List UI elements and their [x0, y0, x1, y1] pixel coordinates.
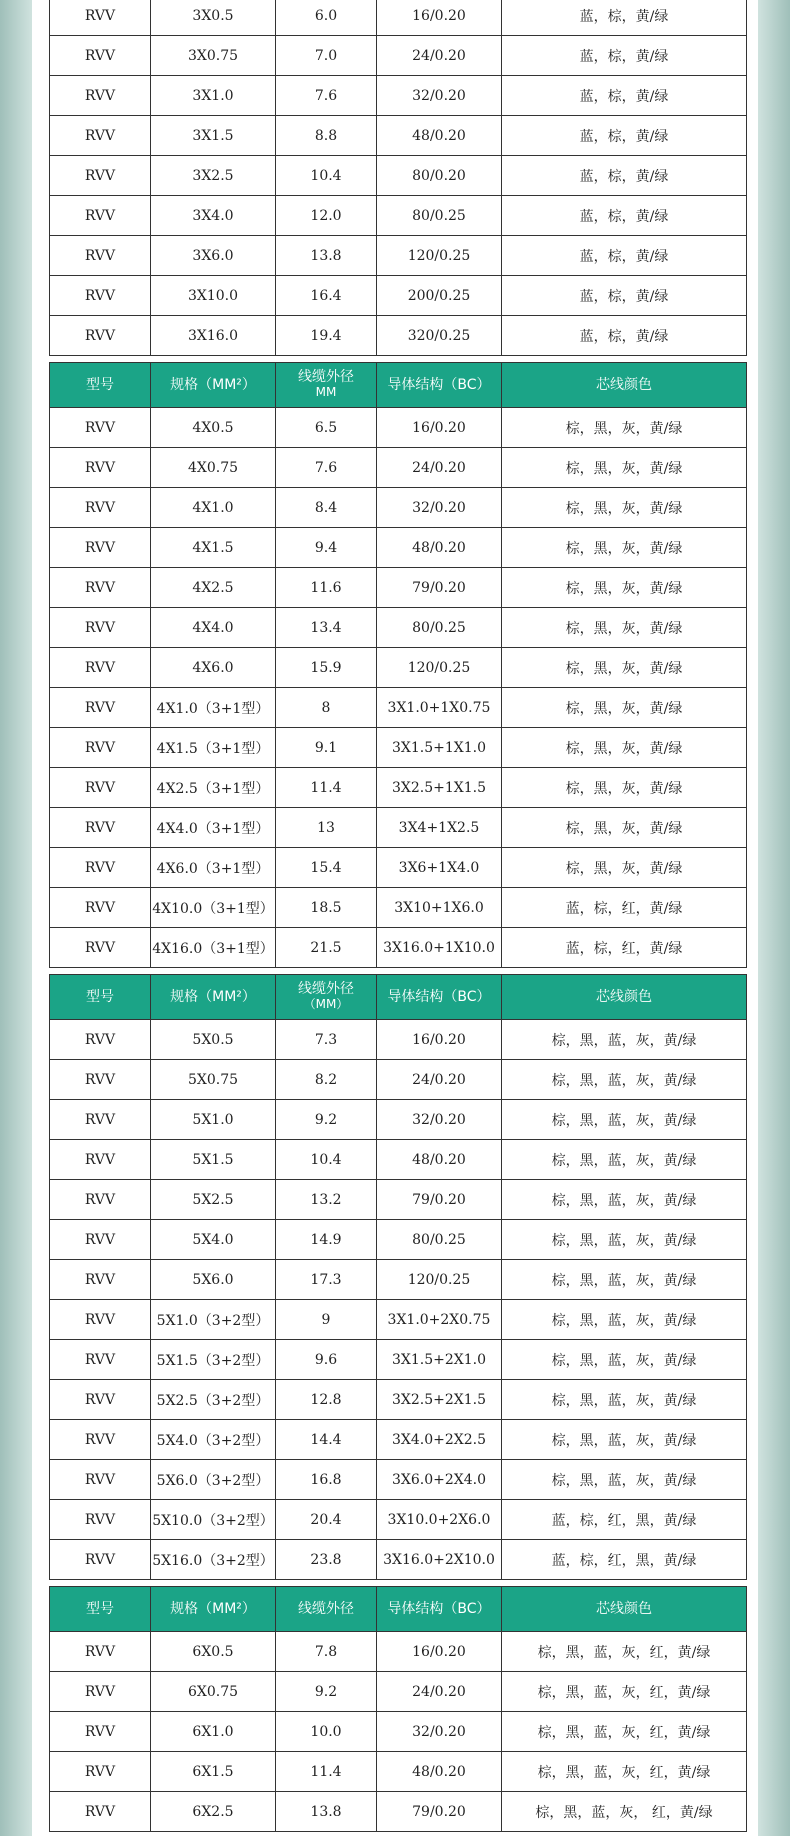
cell-outer-diameter: 12.8	[276, 1380, 377, 1420]
cell-model: RVV	[50, 1260, 151, 1300]
cell-conductor: 3X2.5+1X1.5	[377, 768, 502, 808]
cell-model: RVV	[50, 408, 151, 448]
cell-conductor: 80/0.25	[377, 608, 502, 648]
cell-outer-diameter: 12.0	[276, 196, 377, 236]
header-model: 型号	[50, 363, 151, 408]
cell-conductor: 3X10+1X6.0	[377, 888, 502, 928]
header-color: 芯线颜色	[502, 975, 747, 1020]
header-od-unit: （MM）	[303, 997, 349, 1011]
cell-spec: 5X6.0	[151, 1260, 276, 1300]
cell-model: RVV	[50, 1500, 151, 1540]
table-row	[50, 1220, 747, 1260]
cell-model: RVV	[50, 36, 151, 76]
table-row	[50, 316, 747, 356]
cell-spec: 5X6.0（3+2型）	[151, 1460, 276, 1500]
table-row	[50, 488, 747, 528]
cell-model: RVV	[50, 1752, 151, 1792]
cell-conductor: 48/0.20	[377, 1140, 502, 1180]
table-row	[50, 728, 747, 768]
table-row	[50, 1100, 747, 1140]
cell-core-colors: 棕，黑，蓝，灰，黄/绿	[502, 1180, 747, 1220]
table-row	[50, 848, 747, 888]
cell-conductor: 3X6.0+2X4.0	[377, 1460, 502, 1500]
cell-model: RVV	[50, 1380, 151, 1420]
table-5-core	[49, 974, 747, 1580]
table-row	[50, 768, 747, 808]
cell-conductor: 32/0.20	[377, 488, 502, 528]
table-row	[50, 1420, 747, 1460]
cell-spec: 4X16.0（3+1型）	[151, 928, 276, 968]
cell-conductor: 80/0.25	[377, 196, 502, 236]
cell-core-colors: 棕，黑，灰，黄/绿	[502, 608, 747, 648]
table-row	[50, 236, 747, 276]
table-row	[50, 1672, 747, 1712]
cell-spec: 3X0.75	[151, 36, 276, 76]
cell-conductor: 320/0.25	[377, 316, 502, 356]
cell-outer-diameter: 7.6	[276, 448, 377, 488]
table-row	[50, 0, 747, 36]
cell-model: RVV	[50, 1340, 151, 1380]
cell-outer-diameter: 10.4	[276, 1140, 377, 1180]
cell-outer-diameter: 6.5	[276, 408, 377, 448]
cell-spec: 4X1.5	[151, 528, 276, 568]
cell-model: RVV	[50, 1672, 151, 1712]
cell-conductor: 79/0.20	[377, 1792, 502, 1832]
table-row	[50, 1632, 747, 1672]
cell-model: RVV	[50, 1140, 151, 1180]
cell-outer-diameter: 9.1	[276, 728, 377, 768]
table-row	[50, 408, 747, 448]
cell-spec: 5X2.5	[151, 1180, 276, 1220]
cell-core-colors: 棕，黑，灰，黄/绿	[502, 768, 747, 808]
table-row	[50, 1340, 747, 1380]
table-row	[50, 1712, 747, 1752]
cell-core-colors: 棕，黑，蓝，灰，黄/绿	[502, 1020, 747, 1060]
cell-spec: 5X2.5（3+2型）	[151, 1380, 276, 1420]
cell-model: RVV	[50, 1540, 151, 1580]
table-row	[50, 648, 747, 688]
cell-model: RVV	[50, 568, 151, 608]
cell-spec: 3X0.5	[151, 0, 276, 36]
table-row	[50, 36, 747, 76]
cell-outer-diameter: 15.9	[276, 648, 377, 688]
cell-conductor: 3X6+1X4.0	[377, 848, 502, 888]
cell-spec: 4X2.5	[151, 568, 276, 608]
table-header	[50, 363, 747, 408]
cell-spec: 5X16.0（3+2型）	[151, 1540, 276, 1580]
table-row	[50, 1752, 747, 1792]
cell-core-colors: 棕，黑，蓝，灰，黄/绿	[502, 1060, 747, 1100]
cell-conductor: 16/0.20	[377, 1632, 502, 1672]
cell-spec: 3X1.0	[151, 76, 276, 116]
table-row	[50, 928, 747, 968]
cell-model: RVV	[50, 728, 151, 768]
cell-model: RVV	[50, 1420, 151, 1460]
cell-outer-diameter: 8	[276, 688, 377, 728]
header-color: 芯线颜色	[502, 363, 747, 408]
table-row	[50, 1020, 747, 1060]
cell-outer-diameter: 7.8	[276, 1632, 377, 1672]
cell-outer-diameter: 15.4	[276, 848, 377, 888]
cell-outer-diameter: 7.6	[276, 76, 377, 116]
cell-core-colors: 棕，黑，灰，黄/绿	[502, 488, 747, 528]
cell-model: RVV	[50, 1460, 151, 1500]
table-row	[50, 1540, 747, 1580]
cell-conductor: 24/0.20	[377, 36, 502, 76]
cell-outer-diameter: 9.2	[276, 1100, 377, 1140]
table-3-core	[49, 0, 747, 356]
cell-spec: 5X1.5（3+2型）	[151, 1340, 276, 1380]
cell-outer-diameter: 10.0	[276, 1712, 377, 1752]
cell-spec: 4X4.0（3+1型）	[151, 808, 276, 848]
table-row	[50, 1792, 747, 1832]
cell-model: RVV	[50, 1792, 151, 1832]
header-od-unit: MM	[315, 385, 337, 399]
cell-core-colors: 蓝，棕，黄/绿	[502, 116, 747, 156]
cell-outer-diameter: 16.4	[276, 276, 377, 316]
spec-tables	[49, 0, 746, 1832]
cell-spec: 3X4.0	[151, 196, 276, 236]
cell-outer-diameter: 16.8	[276, 1460, 377, 1500]
cell-conductor: 32/0.20	[377, 1100, 502, 1140]
table-4-core	[49, 362, 747, 968]
header-od-label: 线缆外径	[298, 981, 354, 997]
cell-model: RVV	[50, 1100, 151, 1140]
header-model: 型号	[50, 975, 151, 1020]
cell-core-colors: 棕，黑，灰，黄/绿	[502, 568, 747, 608]
cell-spec: 4X0.5	[151, 408, 276, 448]
cell-outer-diameter: 9.6	[276, 1340, 377, 1380]
cell-outer-diameter: 13	[276, 808, 377, 848]
cell-outer-diameter: 13.8	[276, 236, 377, 276]
cell-core-colors: 蓝，棕，黄/绿	[502, 316, 747, 356]
cell-conductor: 24/0.20	[377, 448, 502, 488]
cell-spec: 4X4.0	[151, 608, 276, 648]
cell-core-colors: 棕，黑，蓝，灰，黄/绿	[502, 1260, 747, 1300]
cell-conductor: 32/0.20	[377, 76, 502, 116]
cell-model: RVV	[50, 0, 151, 36]
header-color: 芯线颜色	[502, 1587, 747, 1632]
cell-spec: 5X1.0（3+2型）	[151, 1300, 276, 1340]
cell-conductor: 24/0.20	[377, 1672, 502, 1712]
cell-spec: 3X2.5	[151, 156, 276, 196]
cell-core-colors: 蓝，棕，红，黄/绿	[502, 888, 747, 928]
cell-core-colors: 棕，黑，蓝，灰，黄/绿	[502, 1460, 747, 1500]
cell-conductor: 79/0.20	[377, 1180, 502, 1220]
cell-spec: 5X4.0（3+2型）	[151, 1420, 276, 1460]
cell-spec: 4X0.75	[151, 448, 276, 488]
table-header	[50, 975, 747, 1020]
cell-model: RVV	[50, 688, 151, 728]
cell-outer-diameter: 11.4	[276, 768, 377, 808]
cell-outer-diameter: 23.8	[276, 1540, 377, 1580]
cell-conductor: 16/0.20	[377, 0, 502, 36]
cell-core-colors: 棕，黑，蓝，灰，黄/绿	[502, 1100, 747, 1140]
cell-spec: 5X10.0（3+2型）	[151, 1500, 276, 1540]
table-row	[50, 448, 747, 488]
header-spec: 规格（MM²）	[151, 363, 276, 408]
cell-outer-diameter: 11.6	[276, 568, 377, 608]
cell-core-colors: 棕，黑，蓝，灰，黄/绿	[502, 1380, 747, 1420]
cell-model: RVV	[50, 1020, 151, 1060]
cell-spec: 6X0.75	[151, 1672, 276, 1712]
cell-core-colors: 棕，黑，灰，黄/绿	[502, 448, 747, 488]
table-row	[50, 608, 747, 648]
cell-core-colors: 棕，黑，灰，黄/绿	[502, 848, 747, 888]
table-row	[50, 688, 747, 728]
cell-model: RVV	[50, 1060, 151, 1100]
table-row	[50, 1180, 747, 1220]
table-row	[50, 568, 747, 608]
cell-model: RVV	[50, 1220, 151, 1260]
cell-spec: 5X1.0	[151, 1100, 276, 1140]
table-row	[50, 196, 747, 236]
table-row	[50, 528, 747, 568]
cell-conductor: 3X1.0+2X0.75	[377, 1300, 502, 1340]
cell-conductor: 3X10.0+2X6.0	[377, 1500, 502, 1540]
cell-conductor: 80/0.25	[377, 1220, 502, 1260]
cell-outer-diameter: 8.2	[276, 1060, 377, 1100]
table-row	[50, 1300, 747, 1340]
table-row	[50, 1260, 747, 1300]
cell-outer-diameter: 19.4	[276, 316, 377, 356]
cell-core-colors: 蓝，棕，红，黑，黄/绿	[502, 1540, 747, 1580]
cell-outer-diameter: 9	[276, 1300, 377, 1340]
cell-model: RVV	[50, 528, 151, 568]
cell-conductor: 120/0.25	[377, 648, 502, 688]
cell-core-colors: 蓝，棕，黄/绿	[502, 156, 747, 196]
cell-model: RVV	[50, 648, 151, 688]
cell-core-colors: 蓝，棕，黄/绿	[502, 76, 747, 116]
table-row	[50, 276, 747, 316]
table-header	[50, 1587, 747, 1632]
cell-core-colors: 蓝，棕，黄/绿	[502, 196, 747, 236]
header-conductor: 导体结构（BC）	[377, 363, 502, 408]
cell-model: RVV	[50, 1712, 151, 1752]
cell-core-colors: 棕，黑，蓝，灰，红，黄/绿	[502, 1672, 747, 1712]
cell-model: RVV	[50, 1632, 151, 1672]
cell-model: RVV	[50, 808, 151, 848]
cell-conductor: 3X1.5+2X1.0	[377, 1340, 502, 1380]
cell-outer-diameter: 13.4	[276, 608, 377, 648]
cell-conductor: 3X2.5+2X1.5	[377, 1380, 502, 1420]
cell-core-colors: 棕，黑，蓝，灰，黄/绿	[502, 1220, 747, 1260]
cell-model: RVV	[50, 116, 151, 156]
cell-core-colors: 蓝，棕，黄/绿	[502, 36, 747, 76]
cell-model: RVV	[50, 276, 151, 316]
cell-outer-diameter: 11.4	[276, 1752, 377, 1792]
cell-core-colors: 棕，黑，灰，黄/绿	[502, 728, 747, 768]
cell-spec: 3X1.5	[151, 116, 276, 156]
cell-spec: 4X1.5（3+1型）	[151, 728, 276, 768]
cell-spec: 4X2.5（3+1型）	[151, 768, 276, 808]
cell-model: RVV	[50, 316, 151, 356]
cell-spec: 5X0.5	[151, 1020, 276, 1060]
cell-outer-diameter: 14.9	[276, 1220, 377, 1260]
cell-model: RVV	[50, 928, 151, 968]
cell-model: RVV	[50, 448, 151, 488]
cell-model: RVV	[50, 848, 151, 888]
cell-spec: 6X2.5	[151, 1792, 276, 1832]
cell-conductor: 16/0.20	[377, 408, 502, 448]
header-od	[276, 975, 377, 1020]
table-row	[50, 1140, 747, 1180]
cell-core-colors: 棕，黑，蓝，灰，红，黄/绿	[502, 1752, 747, 1792]
table-row	[50, 1380, 747, 1420]
cell-model: RVV	[50, 156, 151, 196]
cell-conductor: 3X16.0+2X10.0	[377, 1540, 502, 1580]
header-conductor: 导体结构（BC）	[377, 975, 502, 1020]
cell-conductor: 3X16.0+1X10.0	[377, 928, 502, 968]
cell-outer-diameter: 9.2	[276, 1672, 377, 1712]
cell-conductor: 120/0.25	[377, 236, 502, 276]
header-model: 型号	[50, 1587, 151, 1632]
header-od-label: 线缆外径	[298, 369, 354, 385]
cell-conductor: 48/0.20	[377, 116, 502, 156]
cell-outer-diameter: 8.8	[276, 116, 377, 156]
cell-spec: 6X1.0	[151, 1712, 276, 1752]
cell-spec: 5X0.75	[151, 1060, 276, 1100]
cell-model: RVV	[50, 76, 151, 116]
cell-outer-diameter: 21.5	[276, 928, 377, 968]
cell-spec: 6X1.5	[151, 1752, 276, 1792]
cell-conductor: 200/0.25	[377, 276, 502, 316]
cell-outer-diameter: 20.4	[276, 1500, 377, 1540]
cell-core-colors: 棕，黑，灰，黄/绿	[502, 408, 747, 448]
cell-core-colors: 蓝，棕，红，黑，黄/绿	[502, 1500, 747, 1540]
cell-model: RVV	[50, 488, 151, 528]
header-od: 线缆外径	[276, 1587, 377, 1632]
cell-spec: 4X1.0（3+1型）	[151, 688, 276, 728]
cell-core-colors: 棕，黑，蓝，灰，黄/绿	[502, 1300, 747, 1340]
cell-spec: 3X6.0	[151, 236, 276, 276]
cell-spec: 4X10.0（3+1型）	[151, 888, 276, 928]
header-od	[276, 363, 377, 408]
cell-conductor: 80/0.20	[377, 156, 502, 196]
cell-core-colors: 棕，黑，蓝，灰，红，黄/绿	[502, 1712, 747, 1752]
cell-spec: 3X16.0	[151, 316, 276, 356]
cell-core-colors: 蓝，棕，黄/绿	[502, 276, 747, 316]
cell-model: RVV	[50, 608, 151, 648]
cell-model: RVV	[50, 888, 151, 928]
cell-conductor: 3X1.5+1X1.0	[377, 728, 502, 768]
cell-core-colors: 棕，黑，蓝，灰，黄/绿	[502, 1340, 747, 1380]
table-row	[50, 1500, 747, 1540]
table-row	[50, 1460, 747, 1500]
cell-spec: 3X10.0	[151, 276, 276, 316]
cell-outer-diameter: 8.4	[276, 488, 377, 528]
cell-model: RVV	[50, 768, 151, 808]
table-row	[50, 888, 747, 928]
cell-outer-diameter: 14.4	[276, 1420, 377, 1460]
cell-conductor: 79/0.20	[377, 568, 502, 608]
cell-core-colors: 棕，黑，蓝，灰， 红，黄/绿	[502, 1792, 747, 1832]
cell-core-colors: 蓝，棕，黄/绿	[502, 236, 747, 276]
table-row	[50, 156, 747, 196]
table-row	[50, 1060, 747, 1100]
table-row	[50, 76, 747, 116]
cell-core-colors: 棕，黑，灰，黄/绿	[502, 528, 747, 568]
cell-conductor: 120/0.25	[377, 1260, 502, 1300]
cell-conductor: 3X1.0+1X0.75	[377, 688, 502, 728]
cell-spec: 5X4.0	[151, 1220, 276, 1260]
cell-core-colors: 棕，黑，灰，黄/绿	[502, 648, 747, 688]
cell-outer-diameter: 7.0	[276, 36, 377, 76]
cell-model: RVV	[50, 196, 151, 236]
cell-outer-diameter: 18.5	[276, 888, 377, 928]
cell-conductor: 16/0.20	[377, 1020, 502, 1060]
header-conductor: 导体结构（BC）	[377, 1587, 502, 1632]
cell-outer-diameter: 13.8	[276, 1792, 377, 1832]
header-spec: 规格（MM²）	[151, 1587, 276, 1632]
cell-spec: 6X0.5	[151, 1632, 276, 1672]
cell-core-colors: 棕，黑，蓝，灰，黄/绿	[502, 1420, 747, 1460]
cell-outer-diameter: 6.0	[276, 0, 377, 36]
cell-core-colors: 棕，黑，蓝，灰，红，黄/绿	[502, 1632, 747, 1672]
cell-core-colors: 蓝，棕，红，黄/绿	[502, 928, 747, 968]
header-spec: 规格（MM²）	[151, 975, 276, 1020]
cell-conductor: 24/0.20	[377, 1060, 502, 1100]
cell-outer-diameter: 9.4	[276, 528, 377, 568]
cell-model: RVV	[50, 1300, 151, 1340]
cell-spec: 4X6.0（3+1型）	[151, 848, 276, 888]
cell-core-colors: 棕，黑，蓝，灰，黄/绿	[502, 1140, 747, 1180]
cell-core-colors: 棕，黑，灰，黄/绿	[502, 808, 747, 848]
cell-outer-diameter: 13.2	[276, 1180, 377, 1220]
cell-spec: 4X6.0	[151, 648, 276, 688]
cell-conductor: 32/0.20	[377, 1712, 502, 1752]
table-row	[50, 808, 747, 848]
cell-spec: 4X1.0	[151, 488, 276, 528]
table-6-core	[49, 1586, 747, 1832]
table-row	[50, 116, 747, 156]
cell-model: RVV	[50, 236, 151, 276]
cell-core-colors: 蓝，棕，黄/绿	[502, 0, 747, 36]
cell-core-colors: 棕，黑，灰，黄/绿	[502, 688, 747, 728]
cell-conductor: 48/0.20	[377, 1752, 502, 1792]
cell-outer-diameter: 10.4	[276, 156, 377, 196]
cell-conductor: 3X4+1X2.5	[377, 808, 502, 848]
cell-model: RVV	[50, 1180, 151, 1220]
cell-spec: 5X1.5	[151, 1140, 276, 1180]
cell-outer-diameter: 7.3	[276, 1020, 377, 1060]
cell-conductor: 3X4.0+2X2.5	[377, 1420, 502, 1460]
cell-conductor: 48/0.20	[377, 528, 502, 568]
cell-outer-diameter: 17.3	[276, 1260, 377, 1300]
